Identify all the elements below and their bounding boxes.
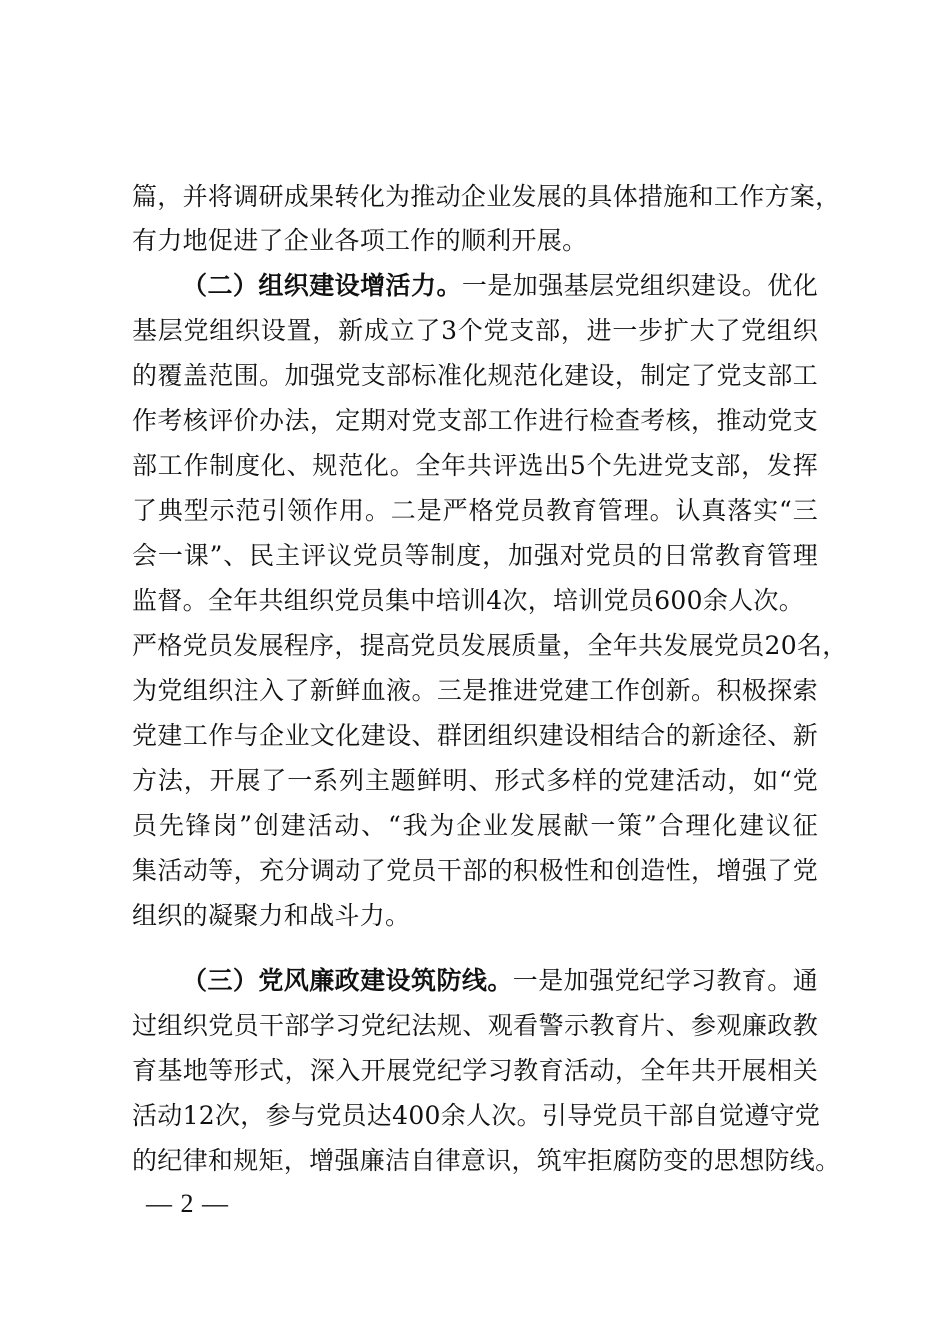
paragraph-2-line-6: 了典型示范引领作用。二是严格党员教育管理。认真落实“三: [132, 496, 818, 525]
paragraph-3-line-1: [182, 961, 818, 1001]
paragraph-1-line-2: 有力地促进了企业各项工作的顺利开展。: [132, 226, 588, 255]
paragraph-2-line-11: 党建工作与企业文化建设、群团组织建设相结合的新途径、新: [132, 721, 818, 750]
paragraph-2-line-4: 作考核评价办法，定期对党支部工作进行检查考核，推动党支: [132, 406, 818, 435]
paragraph-2-line-2: 基层党组织设置，新成立了3个党支部，进一步扩大了党组织: [132, 316, 818, 345]
paragraph-2-line-9: 严格党员发展程序，提高党员发展质量，全年共发展党员20名，: [132, 631, 848, 660]
page-number: — 2 —: [146, 1189, 229, 1218]
paragraph-2-line-15: 组织的凝聚力和战斗力。: [132, 901, 411, 930]
paragraph-2-line-14: 集活动等，充分调动了党员干部的积极性和创造性，增强了党: [132, 856, 818, 885]
paragraph-2-line-13: 员先锋岗”创建活动、“我为企业发展献一策”合理化建议征: [132, 811, 818, 840]
paragraph-3-line-1-text: 一是加强党纪学习教育。通: [512, 966, 818, 995]
paragraph-3-line-5: 的纪律和规矩，增强廉洁自律意识，筑牢拒腐防变的思想防线。: [132, 1146, 841, 1175]
paragraph-2-line-1: [182, 266, 818, 306]
paragraph-3-line-3: 育基地等形式，深入开展党纪学习教育活动，全年共开展相关: [132, 1056, 818, 1085]
paragraph-2-line-7: 会一课”、民主评议党员等制度，加强对党员的日常教育管理: [132, 541, 818, 570]
paragraph-2-line-12: 方法，开展了一系列主题鲜明、形式多样的党建活动，如“党: [132, 766, 818, 795]
paragraph-2-line-8: 监督。全年共组织党员集中培训4次，培训党员600余人次。: [132, 586, 805, 615]
paragraph-3-line-2: 过组织党员干部学习党纪法规、观看警示教育片、参观廉政教: [132, 1011, 818, 1040]
paragraph-2-line-10: 为党组织注入了新鲜血液。三是推进党建工作创新。积极探索: [132, 676, 818, 705]
section-heading-integrity: （三）党风廉政建设筑防线。: [182, 966, 513, 995]
paragraph-2-line-1-text: 一是加强基层党组织建设。优化: [461, 271, 818, 300]
paragraph-3-line-4: 活动12次，参与党员达400余人次。引导党员干部自觉遵守党: [132, 1101, 821, 1130]
paragraph-1-line-1: 篇，并将调研成果转化为推动企业发展的具体措施和工作方案，: [132, 182, 841, 211]
paragraph-2-line-3: 的覆盖范围。加强党支部标准化规范化建设，制定了党支部工: [132, 361, 818, 390]
section-heading-organization: （二）组织建设增活力。: [182, 271, 462, 300]
paragraph-2-line-5: 部工作制度化、规范化。全年共评选出5个先进党支部，发挥: [132, 451, 818, 480]
